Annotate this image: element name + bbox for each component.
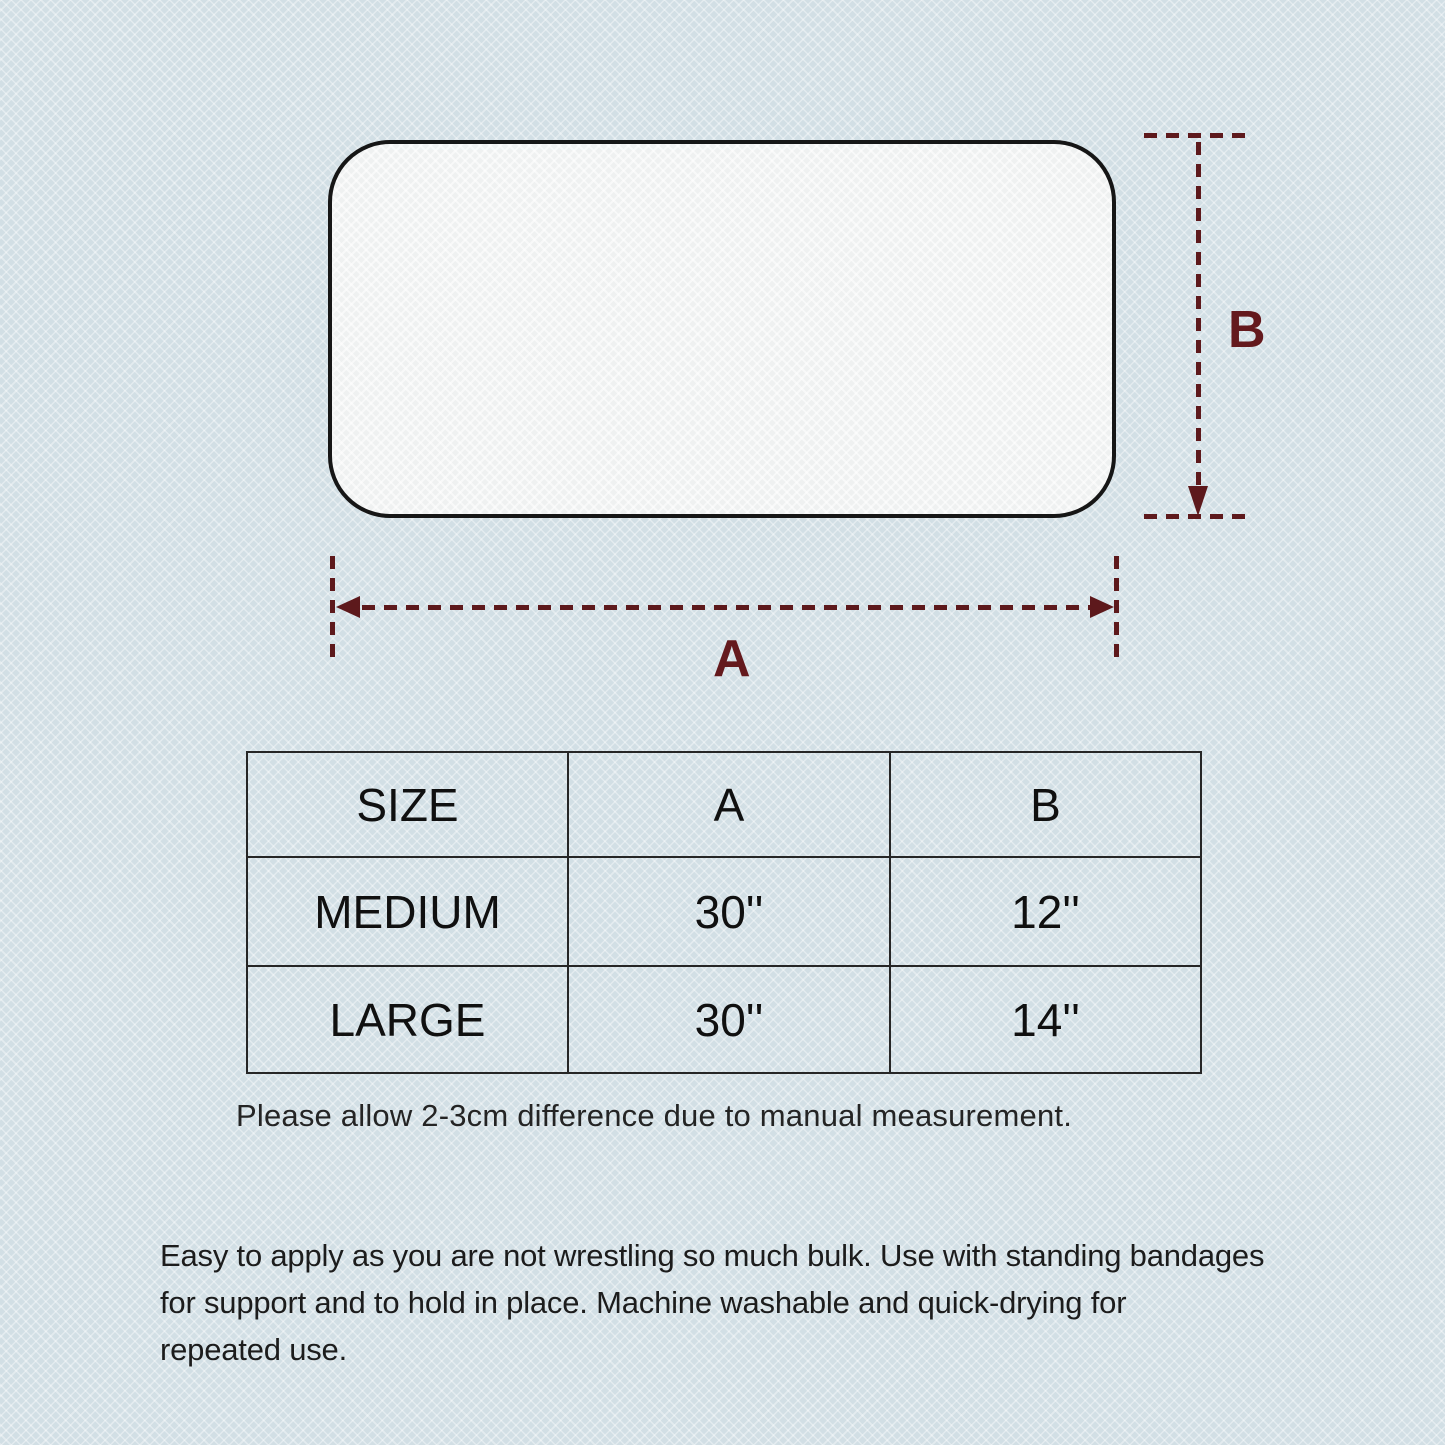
cell-size-large: LARGE xyxy=(247,966,568,1073)
dimension-a-label: A xyxy=(713,630,751,688)
dimension-b-top-extension-line xyxy=(1144,133,1248,138)
dimension-b-bottom-extension-line xyxy=(1144,514,1250,519)
arrow-down-icon xyxy=(1188,486,1208,516)
cell-large-b: 14'' xyxy=(890,966,1201,1073)
description-line: repeated use. xyxy=(160,1332,347,1367)
dimension-b-label: B xyxy=(1228,301,1266,359)
product-pad-outline xyxy=(328,140,1116,518)
table-header-a: A xyxy=(568,752,890,857)
arrow-left-icon xyxy=(336,596,360,618)
dimension-a-right-extension-line xyxy=(1114,556,1119,660)
product-description xyxy=(160,1232,1264,1373)
table-header-b: B xyxy=(890,752,1201,857)
cell-medium-b: 12'' xyxy=(890,857,1201,966)
table-row-medium xyxy=(247,857,1201,966)
cell-size-medium: MEDIUM xyxy=(247,857,568,966)
table-header-row xyxy=(247,752,1201,857)
table-header-size: SIZE xyxy=(247,752,568,857)
arrow-right-icon xyxy=(1090,596,1114,618)
dimension-b-line xyxy=(1196,142,1201,488)
cell-large-a: 30'' xyxy=(568,966,890,1073)
description-line: for support and to hold in place. Machine washable and quick-drying for xyxy=(160,1285,1127,1320)
size-table xyxy=(246,751,1202,1074)
description-line: Easy to apply as you are not wrestling so much bulk. Use with standing bandages xyxy=(160,1238,1265,1273)
measurement-note: Please allow 2-3cm difference due to manual measurement. xyxy=(236,1098,1073,1133)
cell-medium-a: 30'' xyxy=(568,857,890,966)
dimension-a-left-extension-line xyxy=(330,556,335,660)
dimension-a-line xyxy=(362,605,1090,610)
table-row-large xyxy=(247,966,1201,1073)
